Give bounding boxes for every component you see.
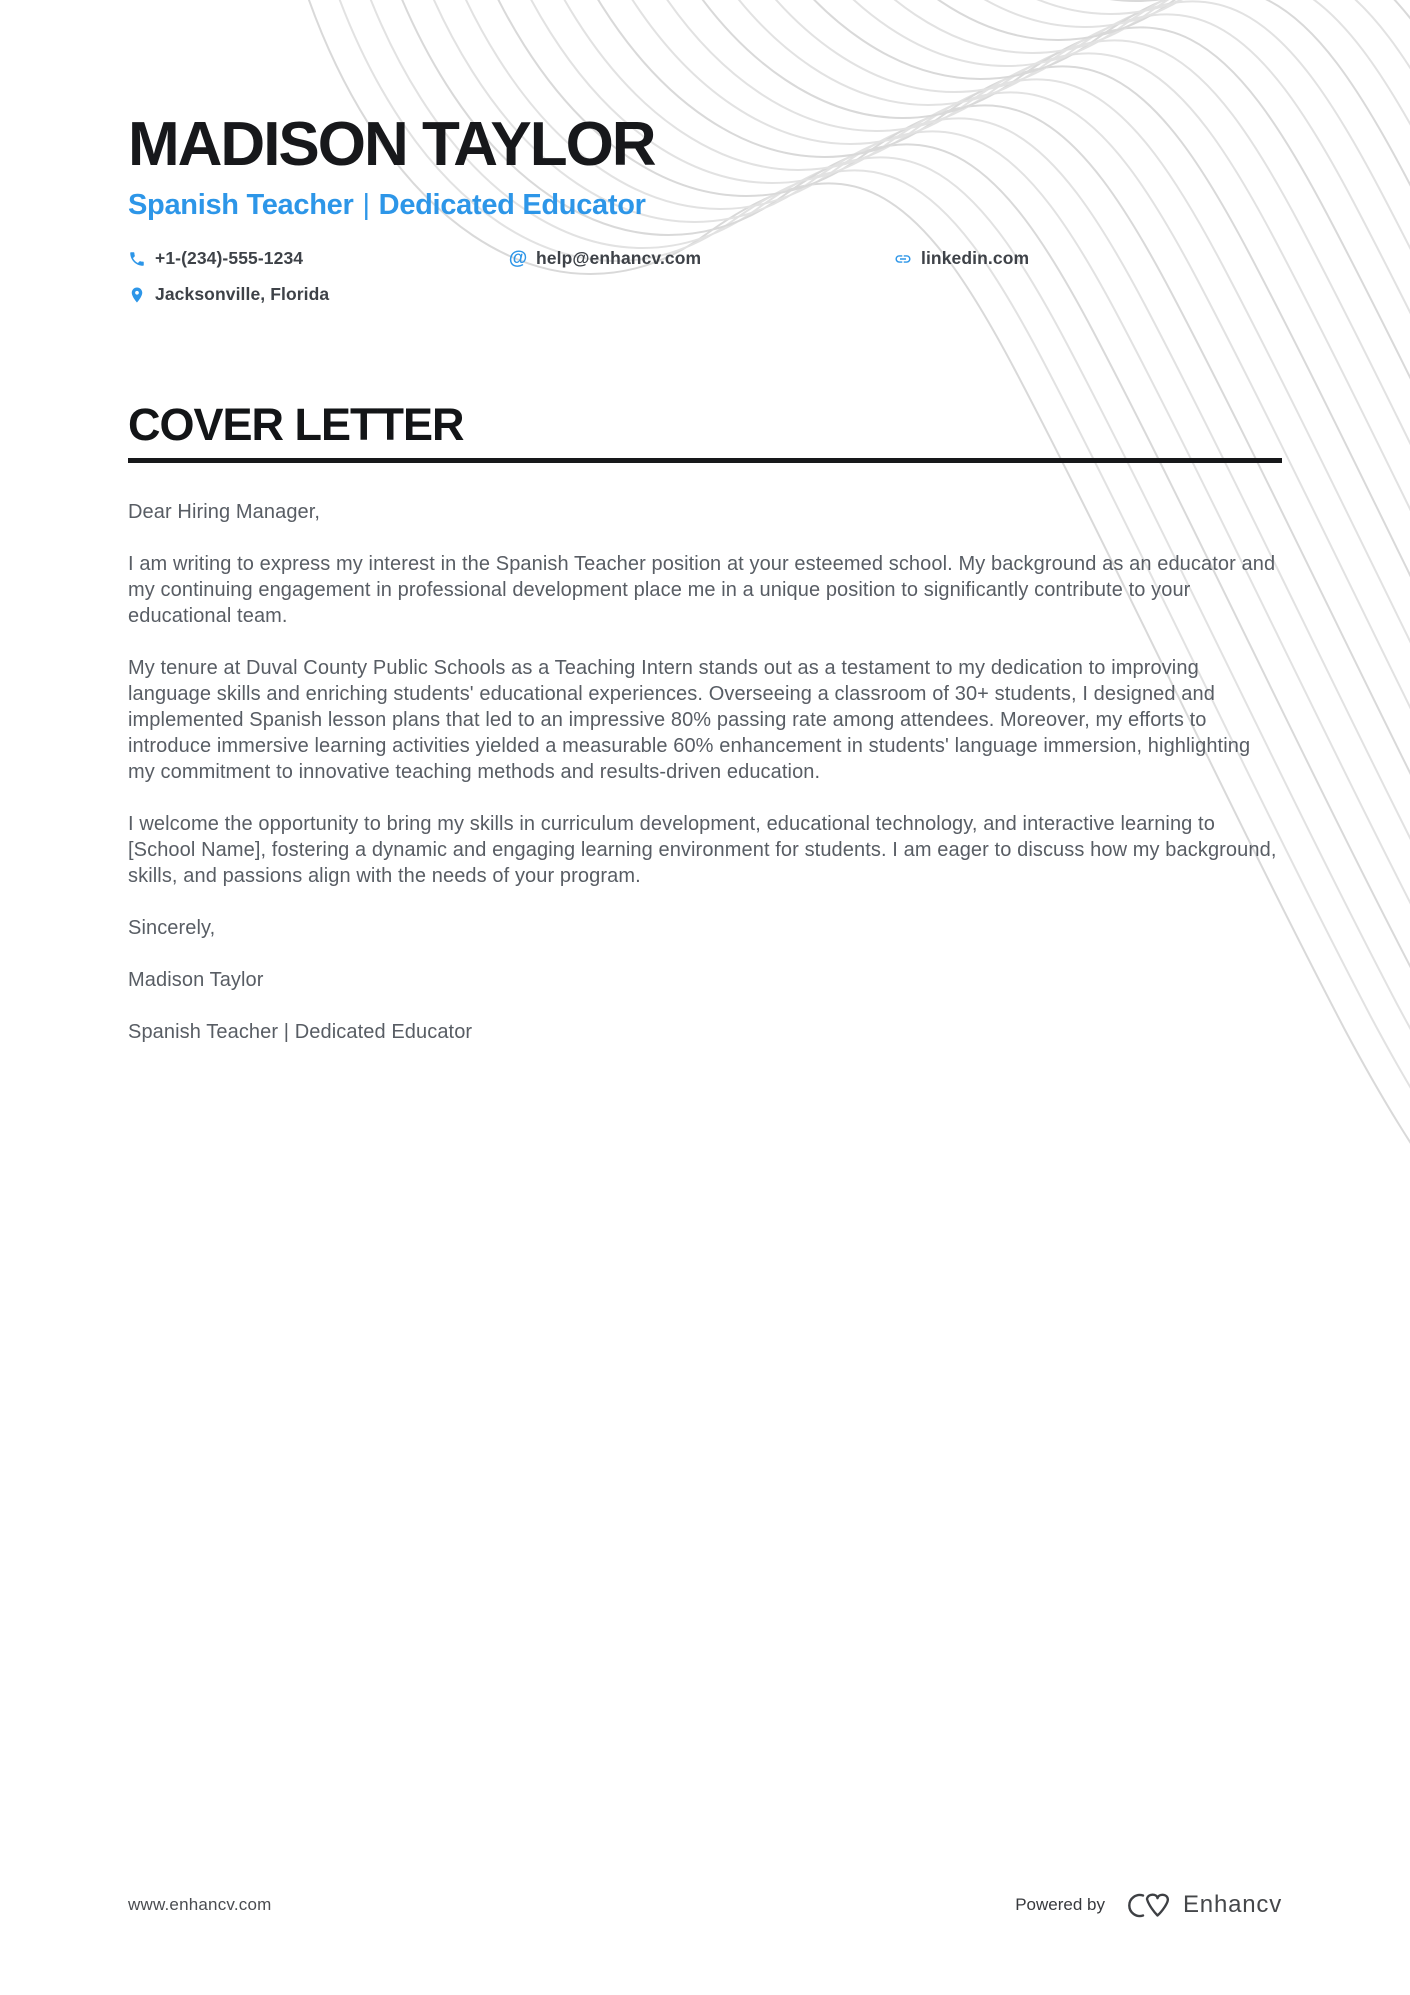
location-pin-icon [128, 286, 146, 304]
job-title [128, 189, 1282, 222]
header [128, 0, 1282, 310]
job-title-part2: Dedicated Educator [378, 189, 646, 222]
phone-number: +1-(234)-555-1234 [155, 248, 304, 269]
email-address: help@enhancv.com [536, 248, 702, 269]
paragraph-3: I welcome the opportunity to bring my skills in curriculum development, educational technology, and interactive learning to [School Name], fostering a dynamic and engaging learning environment for students. I am eager to discuss how my background, skills, and passions align with the needs of your program. [128, 813, 1277, 888]
salutation: Dear Hiring Manager, [128, 501, 321, 524]
paragraph-1: I am writing to express my interest in the Spanish Teacher position at your esteemed school. My background as an educator and my continuing engagement in professional development place me in a unique position to significantly contribute to your educational team. [128, 553, 1276, 628]
enhancv-logo-icon [1121, 1889, 1173, 1921]
job-title-separator: | [362, 189, 370, 222]
link-icon [894, 250, 912, 268]
phone-icon [128, 250, 146, 268]
footer [128, 1889, 1282, 1921]
job-title-part1: Spanish Teacher [128, 189, 354, 222]
section-title: COVER LETTER [128, 399, 464, 451]
cover-letter-section-header [128, 399, 1282, 463]
signature-title: Spanish Teacher | Dedicated Educator [128, 1021, 473, 1044]
powered-by-label: Powered by [1015, 1895, 1105, 1914]
closing: Sincerely, [128, 917, 216, 940]
enhancv-brand-name: Enhancv [1183, 1891, 1282, 1918]
signature-name: Madison Taylor [128, 969, 264, 992]
paragraph-2: My tenure at Duval County Public Schools as a Teaching Intern stands out as a testament to my dedication to improving language skills and enriching students' educational experiences. Overseeing a classroom of 30+ students, I designed and implemented Spanish lesson plans that led to an impressive 80% passing rate among attendees. Moreover, my efforts to introduce immersive learning activities yielded a measurable 60% enhancement in students' language immersion, highlighting my commitment to innovative teaching methods and results-driven education. [128, 657, 1251, 784]
person-name: MADISON TAYLOR [128, 110, 655, 179]
website-link[interactable]: www.enhancv.com [128, 1895, 272, 1914]
location-text: Jacksonville, Florida [155, 284, 330, 305]
phone-contact[interactable] [128, 248, 303, 269]
at-icon: @ [508, 247, 528, 269]
linkedin-contact[interactable] [894, 248, 1029, 269]
email-contact[interactable] [509, 248, 701, 269]
powered-by-block [1015, 1889, 1282, 1921]
location-contact [128, 284, 329, 305]
letter-body [128, 499, 1282, 1045]
enhancv-brand-link[interactable] [1121, 1889, 1282, 1921]
linkedin-url: linkedin.com [921, 248, 1030, 269]
contact-info [128, 248, 1282, 310]
